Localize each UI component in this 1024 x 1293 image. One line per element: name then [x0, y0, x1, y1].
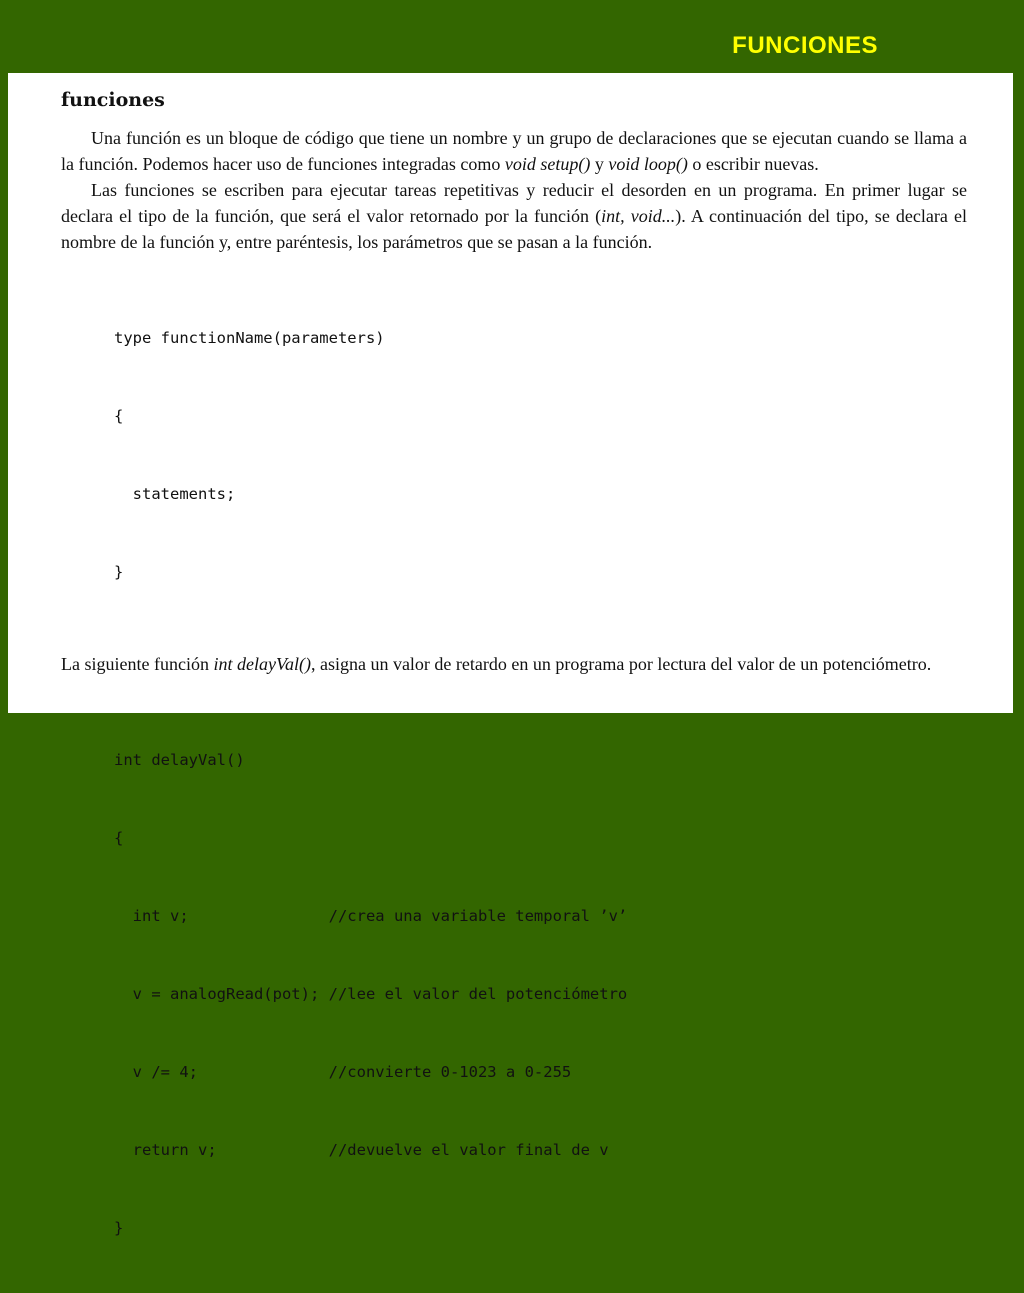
code-line: {	[114, 829, 124, 847]
code-line: }	[114, 1219, 124, 1237]
code-line: int delayVal()	[114, 751, 245, 769]
paragraph-example: La siguiente función int delayVal(), asigna un valor de retardo en un programa por lectura del valor de un potenciómetro.	[61, 654, 932, 674]
code-line: {	[114, 407, 124, 425]
document-page	[8, 73, 1013, 1237]
paragraph-intro: Una función es un bloque de código que tiene un nombre y un grupo de declaraciones que se ejecutan cuando se llama a la función. Podemos hacer uso de funciones integradas como void setup() y void loop() o escribir nuevas.	[61, 128, 967, 174]
code-line: return v; //devuelve el valor final de v	[114, 1141, 609, 1159]
code-block-example	[114, 695, 967, 1293]
section-heading: funciones	[61, 89, 165, 111]
code-block-syntax	[114, 273, 967, 637]
paragraph-purpose: Las funciones se escriben para ejecutar tareas repetitivas y reducir el desorden en un programa. En primer lugar se declara el tipo de la función, que será el valor retornado por la función (int, void...). A continuación del tipo, se declara el nombre de la función y, entre paréntesis, los parámetros que se pasan a la función.	[61, 180, 968, 252]
code-line: v = analogRead(pot); //lee el valor del potenciómetro	[114, 985, 628, 1003]
code-line: type functionName(parameters)	[114, 329, 385, 347]
code-line: }	[114, 563, 124, 581]
code-line: v /= 4; //convierte 0-1023 a 0-255	[114, 1063, 572, 1081]
slide-title: FUNCIONES	[732, 32, 878, 59]
code-line: statements;	[114, 485, 236, 503]
code-line: int v; //crea una variable temporal ’v’	[114, 907, 628, 925]
